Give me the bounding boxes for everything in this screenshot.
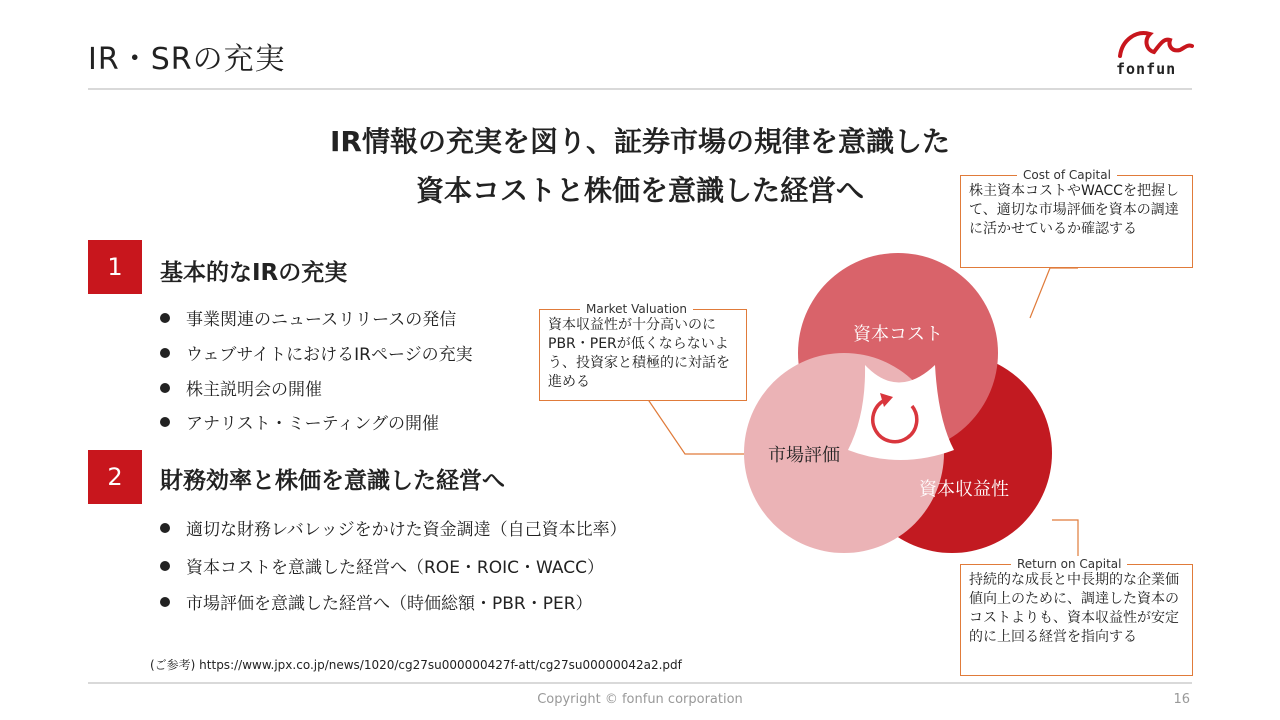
callout-cost-of-capital	[960, 168, 1193, 268]
connector-market	[647, 398, 744, 454]
return-label: 資本収益性	[919, 479, 1009, 500]
callout-text: 持続的な成長と中長期的な企業価値向上のために、調達した資本のコストよりも、資本収益性が安定的に上回る経営を指向する	[969, 572, 1179, 645]
callout-title: Market Valuation	[580, 301, 693, 317]
footer-divider	[88, 682, 1192, 684]
bullet-text: ウェブサイトにおけるIRページの充実	[186, 345, 473, 365]
cost-label: 資本コスト	[853, 324, 943, 345]
section-2-number: 2	[88, 450, 142, 504]
slide-title: IR・SRの充実	[88, 42, 286, 77]
bullet-text: 適切な財務レバレッジをかけた資金調達（自己資本比率）	[186, 520, 627, 540]
headline-line-1: IR情報の充実を図り、証券市場の規律を意識した	[330, 125, 950, 158]
copyright: Copyright © fonfun corporation	[537, 692, 743, 707]
callout-text: 株主資本コストやWACCを把握して、適切な市場評価を資本の調達に活かせているか確認する	[969, 183, 1179, 237]
logo-text: fonfun	[1116, 60, 1177, 78]
bullet-text: 市場評価を意識した経営へ（時価総額・PBR・PER）	[186, 594, 593, 614]
section-1-number: 1	[88, 240, 142, 294]
callout-text: 資本収益性が十分高いのにPBR・PERが低くならないよう、投資家と積極的に対話を進める	[548, 317, 730, 390]
headline-line-2: 資本コストと株価を意識した経営へ	[415, 174, 864, 207]
bullet-text: 株主説明会の開催	[186, 380, 322, 400]
connector-cost	[1030, 268, 1078, 318]
page-number: 16	[1173, 692, 1190, 707]
section-2-title: 財務効率と株価を意識した経営へ	[160, 468, 505, 494]
bullet-text: 事業関連のニュースリリースの発信	[186, 310, 457, 330]
section-1-title: 基本的なIRの充実	[160, 260, 348, 286]
callout-title: Return on Capital	[1011, 556, 1127, 572]
reference-link[interactable]: (ご参考) https://www.jpx.co.jp/news/1020/cg27su000000427f-att/cg27su00000042a2.pdf	[150, 658, 682, 672]
callout-title: Cost of Capital	[1017, 167, 1117, 183]
callout-return-on-capital	[960, 557, 1193, 676]
market-label: 市場評価	[768, 445, 840, 466]
bullet-text: 資本コストを意識した経営へ（ROE・ROIC・WACC）	[186, 558, 604, 578]
bullet-text: アナリスト・ミーティングの開催	[186, 414, 439, 434]
callout-market-valuation	[539, 302, 747, 401]
